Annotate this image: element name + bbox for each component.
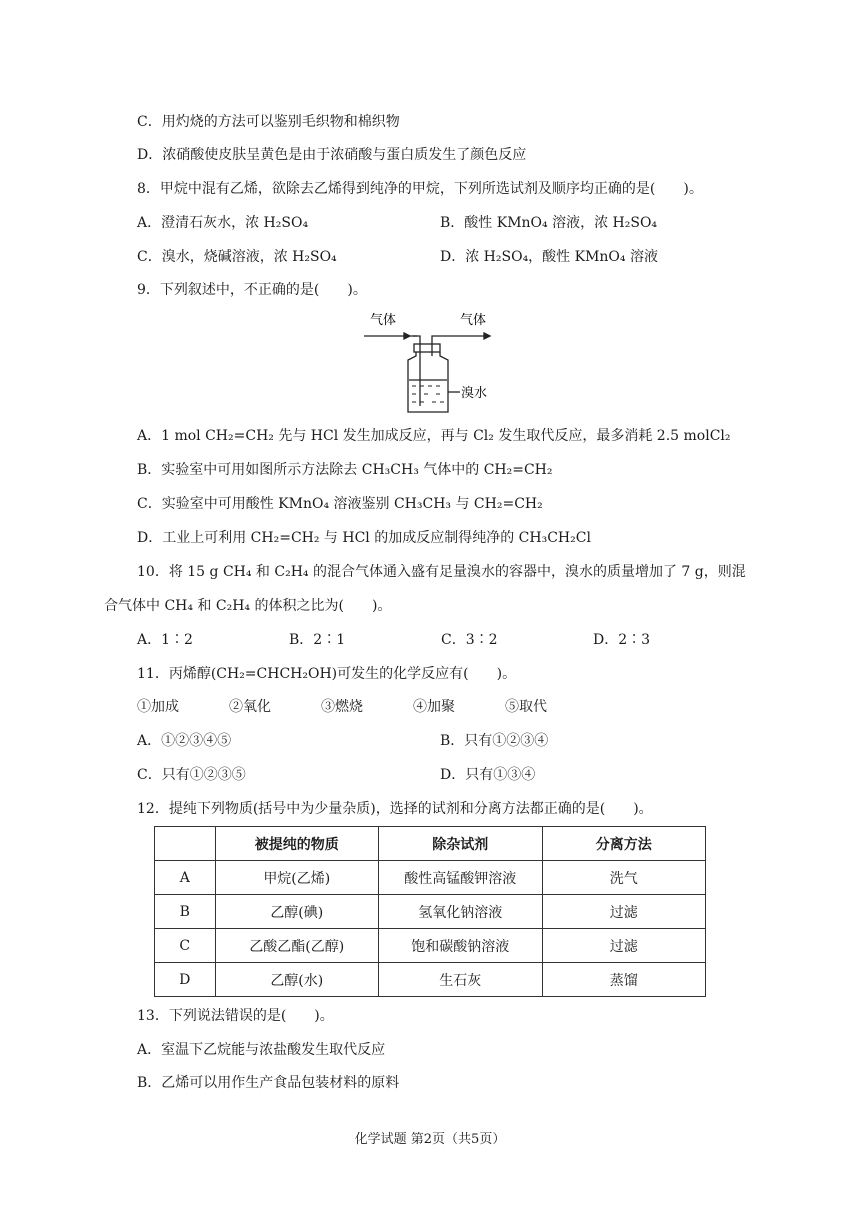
q10-stem-line1: 10．将 15 g CH₄ 和 C₂H₄ 的混合气体通入盛有足量溴水的容器中，溴水的质量增加了 7 g，则混: [137, 564, 746, 580]
table-cell: C: [155, 929, 216, 963]
table-header-cell: [155, 827, 216, 861]
table-cell: 过滤: [542, 929, 705, 963]
table-cell: 甲烷(乙烯): [215, 861, 379, 895]
table-cell: A: [155, 861, 216, 895]
table-cell: 过滤: [542, 895, 705, 929]
table-row: [155, 895, 706, 929]
inlet-tube: [410, 336, 420, 406]
table-cell: 饱和碳酸钠溶液: [379, 929, 542, 963]
table-cell: D: [155, 963, 216, 997]
table-cell: 乙酸乙酯(乙醇): [215, 929, 379, 963]
table-cell: B: [155, 895, 216, 929]
table-row: [155, 963, 706, 997]
bromine-water-label: 溴水: [461, 386, 488, 401]
q11-option-c: C．只有①②③⑤: [137, 767, 246, 783]
q11-option-b: B．只有①②③④: [440, 733, 549, 749]
q11-stem: 11．丙烯醇(CH₂=CHCH₂OH)可发生的化学反应有( )。: [137, 666, 517, 682]
table-cell: 生石灰: [379, 963, 542, 997]
q9-option-b: B．实验室中可用如图所示方法除去 CH₃CH₃ 气体中的 CH₂=CH₂: [137, 462, 553, 478]
q11-item-1: ①加成: [137, 699, 179, 715]
gas-in-label: 气体: [370, 313, 397, 328]
q10-option-d: D．2∶3: [593, 632, 651, 648]
outlet-tube: [432, 336, 445, 356]
gas-washing-bottle-figure: [360, 308, 500, 418]
page-footer: 化学试题 第2页（共5页）: [354, 1132, 506, 1147]
bottle: [408, 352, 448, 412]
q9-option-d: D．工业上可利用 CH₂=CH₂ 与 HCl 的加成反应制得纯净的 CH₃CH₂Cl: [137, 530, 591, 546]
table-header-cell: 被提纯的物质: [215, 827, 379, 861]
table-cell: 乙醇(水): [215, 963, 379, 997]
table-cell: 乙醇(碘): [215, 895, 379, 929]
table-cell: 洗气: [542, 861, 705, 895]
q12-table: [154, 826, 706, 997]
q8-option-d: D．浓 H₂SO₄，酸性 KMnO₄ 溶液: [440, 249, 658, 265]
table-cell: 酸性高锰酸钾溶液: [379, 861, 542, 895]
q8-option-b: B．酸性 KMnO₄ 溶液，浓 H₂SO₄: [440, 215, 658, 231]
table-cell: 氢氧化钠溶液: [379, 895, 542, 929]
q11-reaction-list: [137, 697, 597, 717]
q10-option-a: A．1∶2: [137, 632, 193, 648]
q11-option-d: D．只有①③④: [440, 767, 536, 783]
q7-option-d: D．浓硝酸使皮肤呈黄色是由于浓硝酸与蛋白质发生了颜色反应: [137, 147, 527, 163]
q9-option-c: C．实验室中可用酸性 KMnO₄ 溶液鉴别 CH₃CH₃ 与 CH₂=CH₂: [137, 496, 543, 512]
q11-item-3: ③燃烧: [321, 699, 363, 715]
q10-stem-line2: 合气体中 CH₄ 和 C₂H₄ 的体积之比为( )。: [104, 598, 392, 614]
q9-option-a: A．1 mol CH₂=CH₂ 先与 HCl 发生加成反应，再与 Cl₂ 发生取代反应，最多消耗 2.5 molCl₂: [137, 428, 731, 444]
q11-item-4: ④加聚: [413, 699, 455, 715]
table-cell: 蒸馏: [542, 963, 705, 997]
q8-stem: 8．甲烷中混有乙烯，欲除去乙烯得到纯净的甲烷，下列所选试剂及顺序均正确的是( )。: [137, 181, 703, 197]
q8-option-a: A．澄清石灰水，浓 H₂SO₄: [137, 215, 309, 231]
q10-option-b: B．2∶1: [289, 632, 346, 648]
q12-stem: 12．提纯下列物质(括号中为少量杂质)，选择的试剂和分离方法都正确的是( )。: [137, 801, 653, 817]
q10-options: [137, 630, 685, 650]
gas-out-label: 气体: [460, 313, 487, 328]
table-row: [155, 861, 706, 895]
q8-option-c: C．溴水，烧碱溶液，浓 H₂SO₄: [137, 249, 337, 265]
q13-option-b: B．乙烯可以用作生产食品包装材料的原料: [137, 1075, 400, 1091]
q11-item-5: ⑤取代: [505, 699, 547, 715]
q7-option-c: C．用灼烧的方法可以鉴别毛织物和棉织物: [137, 114, 400, 130]
table-row: [155, 929, 706, 963]
q10-option-c: C．3∶2: [441, 632, 498, 648]
q13-option-a: A．室温下乙烷能与浓盐酸发生取代反应: [137, 1042, 386, 1058]
q11-option-a: A．①②③④⑤: [137, 733, 232, 749]
table-header-row: [155, 827, 706, 861]
table-header-cell: 分离方法: [542, 827, 705, 861]
stopper: [414, 344, 440, 352]
q13-stem: 13．下列说法错误的是( )。: [137, 1008, 334, 1024]
q11-item-2: ②氧化: [229, 699, 271, 715]
q9-stem: 9．下列叙述中，不正确的是( )。: [137, 282, 367, 298]
table-header-cell: 除杂试剂: [379, 827, 542, 861]
